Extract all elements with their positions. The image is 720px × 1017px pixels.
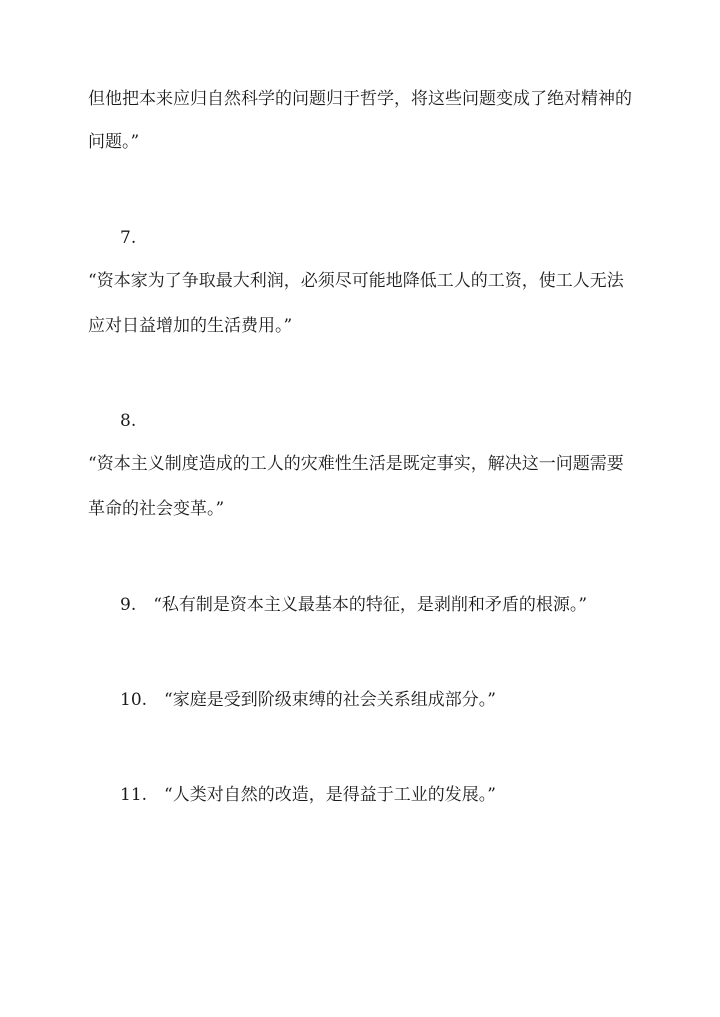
paragraph-line: “资本家为了争取最大利润，必须尽可能地降低工人的工资，使工人无法 [88,271,624,291]
list-item: 10. “家庭是受到阶级束缚的社会关系组成部分。” [120,690,496,710]
list-item: 11. “人类对自然的改造，是得益于工业的发展。” [120,785,496,805]
list-item: 9. “私有制是资本主义最基本的特征，是剥削和矛盾的根源。” [120,595,588,615]
paragraph-line: 应对日益增加的生活费用。” [88,316,293,336]
paragraph-line: “资本主义制度造成的工人的灾难性生活是既定事实，解决这一问题需要 [88,454,624,474]
paragraph-line: 问题。” [88,132,140,152]
item-number: 7. [120,228,137,248]
item-number: 8. [120,411,137,431]
paragraph-line: 但他把本来应归自然科学的问题归于哲学，将这些问题变成了绝对精神的 [88,89,632,109]
paragraph-line: 革命的社会变革。” [88,499,225,519]
